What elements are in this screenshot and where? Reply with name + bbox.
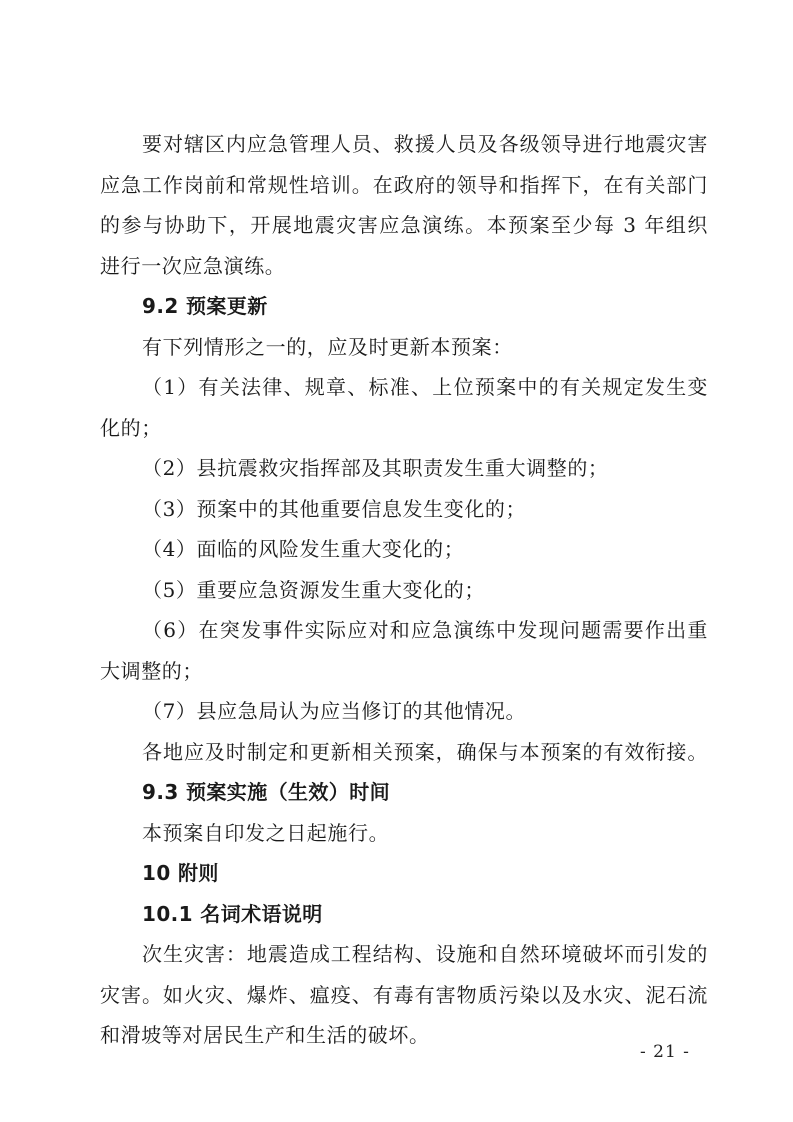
paragraph-line: 和滑坡等对居民生产和生活的破坏。 bbox=[100, 1023, 430, 1047]
paragraph-line: 有下列情形之一的，应及时更新本预案： bbox=[142, 334, 513, 359]
list-item-7: （7）县应急局认为应当修订的其他情况。 bbox=[142, 699, 527, 723]
paragraph-line: 灾害。如火灾、爆炸、瘟疫、有毒有害物质污染以及水灾、泥石流 bbox=[100, 982, 708, 1007]
section-heading-9-3: 9.3 预案实施（生效）时间 bbox=[142, 780, 390, 804]
paragraph-line: 次生灾害：地震造成工程结构、设施和自然环境破坏而引发的 bbox=[142, 942, 708, 966]
list-item-6-continuation: 大调整的； bbox=[100, 658, 203, 683]
section-heading-10: 10 附则 bbox=[142, 861, 219, 885]
document-body bbox=[100, 124, 708, 1056]
paragraph-line: 的参与协助下，开展地震灾害应急演练。本预案至少每 3 年组织 bbox=[100, 213, 708, 237]
list-item-1: （1）有关法律、规章、标准、上位预案中的有关规定发生变 bbox=[142, 375, 708, 399]
list-item-6: （6）在突发事件实际应对和应急演练中发现问题需要作出重 bbox=[142, 618, 708, 642]
paragraph-line: 应急工作岗前和常规性培训。在政府的领导和指挥下，在有关部门 bbox=[100, 172, 708, 197]
list-item-5: （5）重要应急资源发生重大变化的； bbox=[142, 577, 485, 602]
paragraph-line: 要对辖区内应急管理人员、救援人员及各级领导进行地震灾害 bbox=[142, 132, 708, 156]
list-item-2: （2）县抗震救灾指挥部及其职责发生重大调整的； bbox=[142, 456, 609, 480]
paragraph-line: 本预案自印发之日起施行。 bbox=[142, 820, 390, 845]
page-number: - 21 - bbox=[640, 1042, 690, 1062]
section-heading-10-1: 10.1 名词术语说明 bbox=[142, 901, 323, 926]
section-heading-9-2: 9.2 预案更新 bbox=[142, 294, 268, 318]
paragraph-line: 进行一次应急演练。 bbox=[100, 253, 286, 278]
paragraph-line: 各地应及时制定和更新相关预案，确保与本预案的有效衔接。 bbox=[142, 739, 708, 764]
list-item-3: （3）预案中的其他重要信息发生变化的； bbox=[142, 496, 527, 521]
list-item-1-continuation: 化的； bbox=[100, 415, 162, 440]
list-item-4: （4）面临的风险发生重大变化的； bbox=[142, 537, 465, 561]
